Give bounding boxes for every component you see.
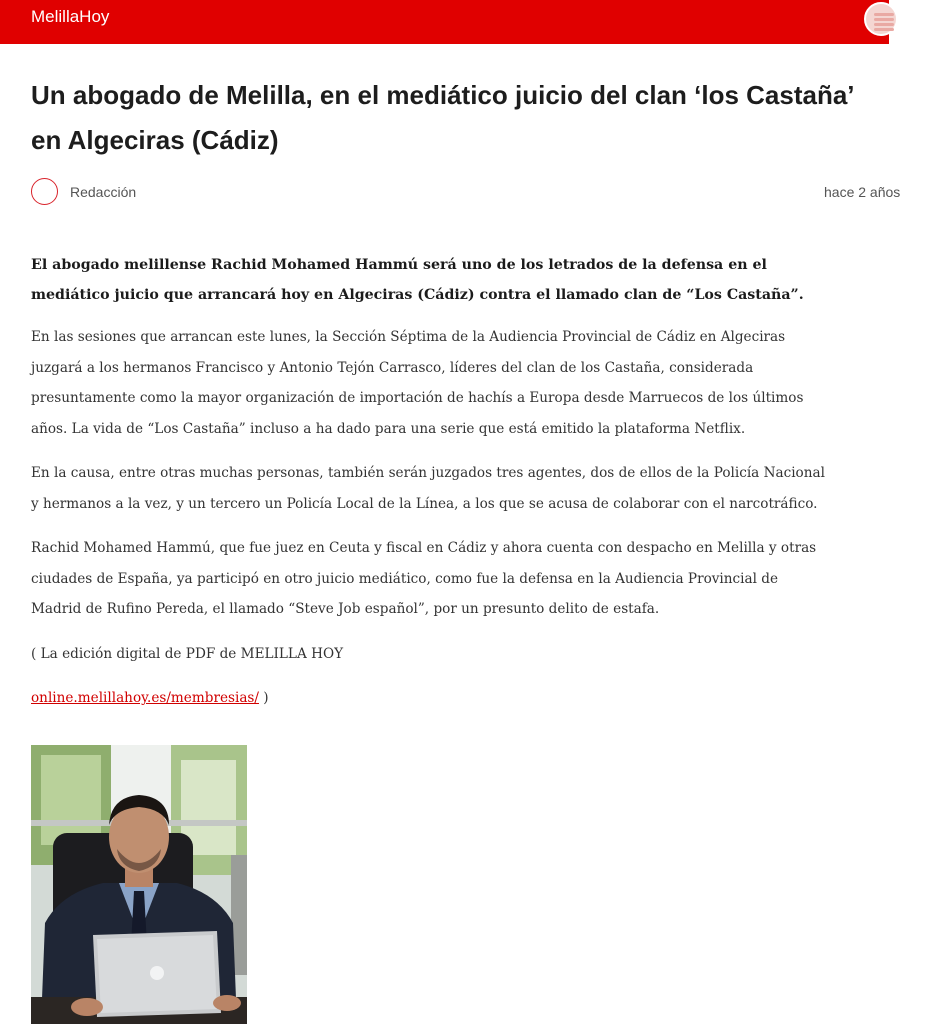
lawyer-photo-illustration [31,745,247,1024]
article-headline [31,73,911,163]
paragraph-line: presuntamente como la mayor organización de importación de hachís a Europa desde Marruecos de los últimos [31,390,804,406]
site-logo-link[interactable]: MelillaHoy [31,7,110,26]
pdf-edition-note [31,639,931,670]
paragraph-line: Madrid de Rufino Pereda, el llamado “Steve Job español”, por un presunto delito de estafa. [31,601,660,617]
author-avatar-icon[interactable] [31,178,58,205]
membership-link[interactable]: online.melillahoy.es/membresias/ [31,690,259,706]
paragraph-line: años. La vida de “Los Castaña” incluso a ha dado para una serie que está emitido la plataforma Netflix. [31,420,746,437]
post-timestamp: hace 2 años [824,184,901,200]
paragraph-line: y hermanos a la vez, y un tercero un Policía Local de la Línea, a los que se acusa de colaborar con el narcotráfico. [31,495,818,512]
paragraph-line: En las sesiones que arrancan este lunes, la Sección Séptima de la Audiencia Provincial de Cádiz en Algeciras [31,329,786,345]
paragraph-line: Rachid Mohamed Hammú, que fue juez en Ceuta y fiscal en Cádiz y ahora cuenta con despacho en Melilla y otras [31,540,817,556]
headline-line: Un abogado de Melilla, en el mediático juicio del clan ‘los Castaña’ [31,80,855,110]
author-name[interactable]: Redacción [70,184,137,200]
article-paragraph [31,533,931,625]
user-avatar-icon[interactable] [864,2,898,36]
paragraph-line: juzgará a los hermanos Francisco y Antonio Tejón Carrasco, líderes del clan de los Castaña, considerada [31,359,754,376]
membership-line [31,683,931,714]
article-paragraph [31,458,931,519]
lead-line: El abogado melillense Rachid Mohamed Hammú será uno de los letrados de la defensa en el [31,257,767,273]
link-suffix: ) [258,690,269,706]
lead-line: mediático juicio que arrancará hoy en Algeciras (Cádiz) contra el llamado clan de “Los Castaña”. [31,287,804,303]
article-paragraph [31,322,931,444]
headline-line: en Algeciras (Cádiz) [31,125,279,155]
paragraph-line: En la causa, entre otras muchas personas, también serán juzgados tres agentes, dos de ellos de la Policía Nacional [31,465,825,481]
article-body [31,250,931,728]
lawyer-photo [31,745,247,1024]
article-lead [31,250,931,310]
pdf-note-text: ( La edición digital de PDF de MELILLA HOY [31,645,344,662]
paragraph-line: ciudades de España, ya participó en otro juicio mediático, como fue la defensa en la Audiencia Provincial de [31,570,779,587]
top-bar [0,0,889,44]
